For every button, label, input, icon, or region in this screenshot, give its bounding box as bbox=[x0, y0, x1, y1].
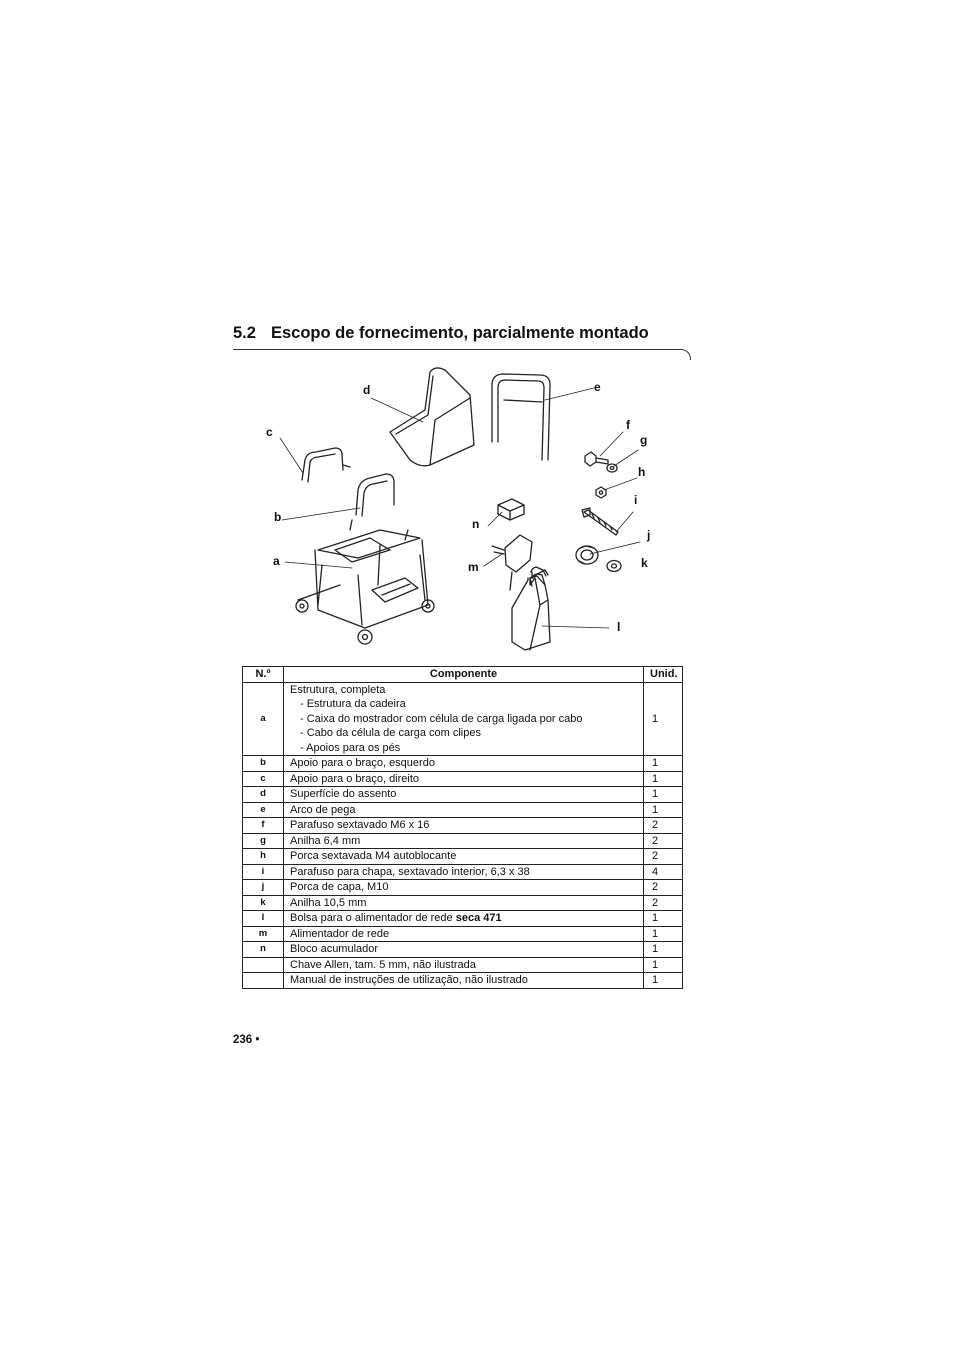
callout-a: a bbox=[273, 554, 280, 568]
row-text: Bolsa para o alimentador de rede bbox=[290, 912, 453, 924]
row-key: n bbox=[243, 942, 284, 958]
row-sub-text: - Cabo da célula de carga com clipes bbox=[300, 727, 481, 739]
row-qty: 2 bbox=[644, 833, 683, 849]
row-qty: 1 bbox=[644, 802, 683, 818]
callout-h: h bbox=[638, 465, 646, 479]
header-no: N.º bbox=[243, 667, 284, 683]
row-component: Bloco acumulador bbox=[284, 942, 644, 958]
callout-b: b bbox=[274, 510, 282, 524]
row-key: c bbox=[243, 771, 284, 787]
row-component: Manual de instruções de utilização, não ilustrado bbox=[284, 973, 644, 989]
row-component: Chave Allen, tam. 5 mm, não ilustrada bbox=[284, 957, 644, 973]
callout-g: g bbox=[640, 433, 648, 447]
row-sub-text: - Apoios para os pés bbox=[300, 741, 401, 754]
row-key: d bbox=[243, 787, 284, 803]
cap-nut-drawing bbox=[576, 546, 598, 564]
table-header-row bbox=[243, 667, 683, 683]
armrest-left-drawing bbox=[356, 474, 394, 516]
callout-m: m bbox=[468, 560, 479, 574]
table-row bbox=[243, 926, 683, 942]
callout-n: n bbox=[472, 517, 480, 531]
table-row bbox=[243, 880, 683, 896]
row-key: e bbox=[243, 802, 284, 818]
row-key: a bbox=[243, 682, 284, 756]
row-qty: 1 bbox=[644, 942, 683, 958]
row-main-text: Estrutura, completa bbox=[290, 683, 386, 696]
row-key: k bbox=[243, 895, 284, 911]
hex-bolt-drawing bbox=[585, 452, 608, 466]
row-component: Superfície do assento bbox=[284, 787, 644, 803]
row-qty: 2 bbox=[644, 895, 683, 911]
section-title bbox=[233, 324, 649, 343]
row-key: b bbox=[243, 756, 284, 772]
callout-c: c bbox=[266, 425, 273, 439]
row-component: Parafuso sextavado M6 x 16 bbox=[284, 818, 644, 834]
row-component bbox=[284, 911, 644, 927]
row-component: Anilha 6,4 mm bbox=[284, 833, 644, 849]
row-component: Apoio para o braço, esquerdo bbox=[284, 756, 644, 772]
row-key: m bbox=[243, 926, 284, 942]
row-key: i bbox=[243, 864, 284, 880]
title-rule bbox=[233, 349, 683, 350]
washer-large-drawing bbox=[607, 561, 621, 572]
row-sub-text: - Estrutura da cadeira bbox=[300, 698, 406, 710]
table-row bbox=[243, 942, 683, 958]
brand-name: seca 471 bbox=[455, 912, 502, 924]
title-rule-corner bbox=[678, 349, 691, 360]
row-key bbox=[243, 957, 284, 973]
table-row bbox=[243, 895, 683, 911]
row-qty: 1 bbox=[644, 973, 683, 989]
row-qty: 4 bbox=[644, 864, 683, 880]
screw-drawing bbox=[582, 508, 618, 535]
chair-frame-drawing bbox=[296, 520, 434, 644]
section-number: 5.2 bbox=[233, 324, 256, 342]
row-key: g bbox=[243, 833, 284, 849]
table-row bbox=[243, 818, 683, 834]
table-row bbox=[243, 833, 683, 849]
row-component: Porca de capa, M10 bbox=[284, 880, 644, 896]
row-key bbox=[243, 973, 284, 989]
battery-block-drawing bbox=[498, 499, 524, 520]
row-key: l bbox=[243, 911, 284, 927]
callout-i: i bbox=[634, 493, 638, 507]
callout-j: j bbox=[647, 528, 651, 542]
table-row bbox=[243, 802, 683, 818]
callout-f: f bbox=[626, 418, 630, 432]
row-component: Parafuso para chapa, sextavado interior, 6,3 x 38 bbox=[284, 864, 644, 880]
row-sub-text: - Caixa do mostrador com célula de carga ligada por cabo bbox=[300, 712, 583, 725]
table-row bbox=[243, 771, 683, 787]
table-row bbox=[243, 787, 683, 803]
power-supply-drawing bbox=[492, 535, 532, 590]
row-qty: 1 bbox=[644, 911, 683, 927]
table-row bbox=[243, 973, 683, 989]
row-qty: 2 bbox=[644, 880, 683, 896]
table-row bbox=[243, 864, 683, 880]
nut-drawing bbox=[596, 487, 606, 498]
row-qty: 2 bbox=[644, 818, 683, 834]
row-qty: 2 bbox=[644, 849, 683, 865]
leader-lines bbox=[280, 388, 640, 628]
row-key: h bbox=[243, 849, 284, 865]
row-component: Anilha 10,5 mm bbox=[284, 895, 644, 911]
section-title-text: Escopo de fornecimento, parcialmente montado bbox=[271, 324, 649, 342]
row-qty: 1 bbox=[644, 771, 683, 787]
components-table bbox=[242, 666, 683, 989]
row-qty: 1 bbox=[644, 682, 683, 756]
row-component bbox=[284, 682, 644, 756]
row-component: Apoio para o braço, direito bbox=[284, 771, 644, 787]
page-number: 236 • bbox=[233, 1034, 260, 1046]
row-key: f bbox=[243, 818, 284, 834]
power-supply-bag-drawing bbox=[512, 567, 550, 650]
callout-e: e bbox=[594, 380, 601, 394]
grab-bar-drawing bbox=[492, 374, 550, 460]
armrest-right-drawing bbox=[302, 448, 350, 482]
table-row bbox=[243, 911, 683, 927]
seat-surface-drawing bbox=[390, 368, 474, 466]
header-qty: Unid. bbox=[644, 667, 683, 683]
callout-k: k bbox=[641, 556, 648, 570]
header-component: Componente bbox=[284, 667, 644, 683]
row-component: Arco de pega bbox=[284, 802, 644, 818]
row-component: Porca sextavada M4 autoblocante bbox=[284, 849, 644, 865]
row-qty: 1 bbox=[644, 787, 683, 803]
table-row bbox=[243, 682, 683, 756]
table-row bbox=[243, 756, 683, 772]
table-row bbox=[243, 957, 683, 973]
row-component: Alimentador de rede bbox=[284, 926, 644, 942]
row-key: j bbox=[243, 880, 284, 896]
table-row bbox=[243, 849, 683, 865]
row-qty: 1 bbox=[644, 957, 683, 973]
parts-illustration bbox=[240, 360, 680, 660]
row-qty: 1 bbox=[644, 756, 683, 772]
row-qty: 1 bbox=[644, 926, 683, 942]
callout-l: l bbox=[617, 620, 621, 634]
callout-d: d bbox=[363, 383, 371, 397]
